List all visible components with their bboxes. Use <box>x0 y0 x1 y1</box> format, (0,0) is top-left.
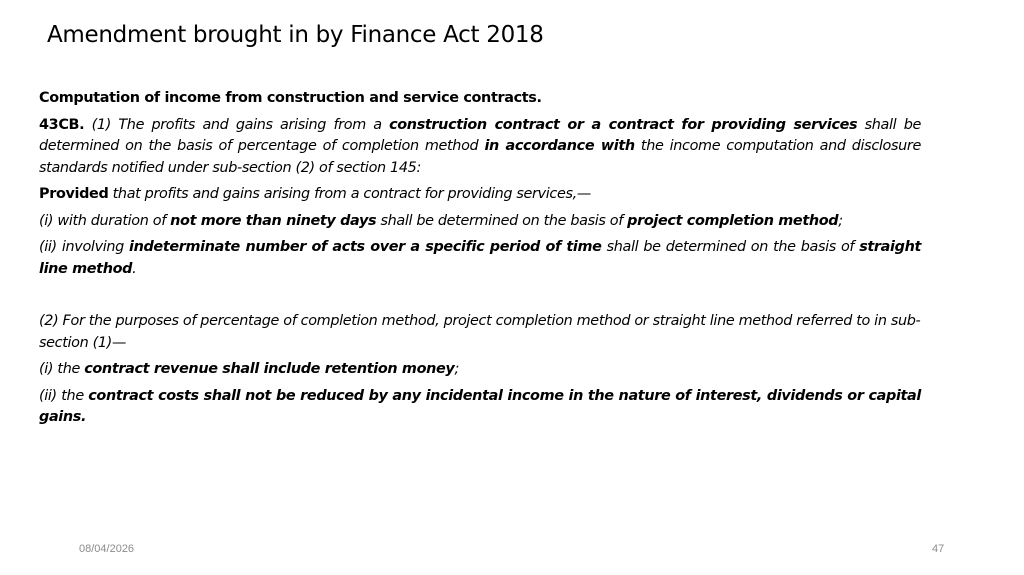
clause-i-text-3: ; <box>838 212 843 229</box>
clause-i-bold-1: not more than ninety days <box>170 212 377 229</box>
sub2-ii-text-1: (ii) the <box>39 387 89 404</box>
sub2-i-bold-1: contract revenue shall include retention money <box>84 361 455 377</box>
para1-text-2: shall be determined on the basis of percentage of completion method <box>39 116 921 154</box>
clause-ii-bold-1: indeterminate number of acts over a specific period of time <box>129 239 602 255</box>
section-heading: Computation of income from construction and service contracts. <box>39 90 542 106</box>
clause-ii-text-2: shall be determined on the basis of <box>601 239 860 255</box>
slide-number: 47 <box>932 543 945 555</box>
clause-ii <box>39 237 921 280</box>
sub-section-2-clause-ii <box>39 386 921 429</box>
slide-body <box>39 88 921 434</box>
para1-text-3: the income computation and disclosure standards notified under sub-section (2) of section 145: <box>39 138 921 176</box>
para1-text-1: (1) The profits and gains arising from a <box>84 116 390 133</box>
sub2-ii-bold-1: contract costs shall not be reduced by any incidental income in the nature of interest, dividends or capital gains. <box>39 387 921 425</box>
clause-ii-text-3: . <box>132 260 137 277</box>
sub-section-2-paragraph: (2) For the purposes of percentage of completion method, project completion method or straight line method referred to in sub-section (1)— <box>39 313 921 351</box>
slide-title: Amendment brought in by Finance Act 2018 <box>47 22 544 48</box>
sub2-i-text-2: ; <box>454 361 459 377</box>
para1-bold-2: in accordance with <box>484 138 635 154</box>
section-number: 43CB. <box>39 116 85 133</box>
clause-ii-text-1: (ii) involving <box>39 239 129 255</box>
proviso-text: that profits and gains arising from a contract for providing services,— <box>108 186 591 202</box>
paragraph-spacer <box>39 285 921 311</box>
clause-i-text-1: (i) with duration of <box>39 212 171 229</box>
footer-date: 08/04/2026 <box>79 543 135 555</box>
para1-bold-1: construction contract or a contract for providing services <box>389 116 858 133</box>
proviso-paragraph <box>39 184 921 206</box>
clause-i-bold-2: project completion method <box>627 212 839 229</box>
proviso-bold: Provided <box>39 186 109 202</box>
clause-i-text-2: shall be determined on the basis of <box>376 212 628 229</box>
sub2-i-text-1: (i) the <box>39 361 85 377</box>
sub-section-2-clause-i <box>39 359 921 381</box>
section-43cb-paragraph <box>39 115 921 180</box>
clause-ii-bold-2: straight line method <box>39 239 921 277</box>
clause-i <box>39 211 921 233</box>
